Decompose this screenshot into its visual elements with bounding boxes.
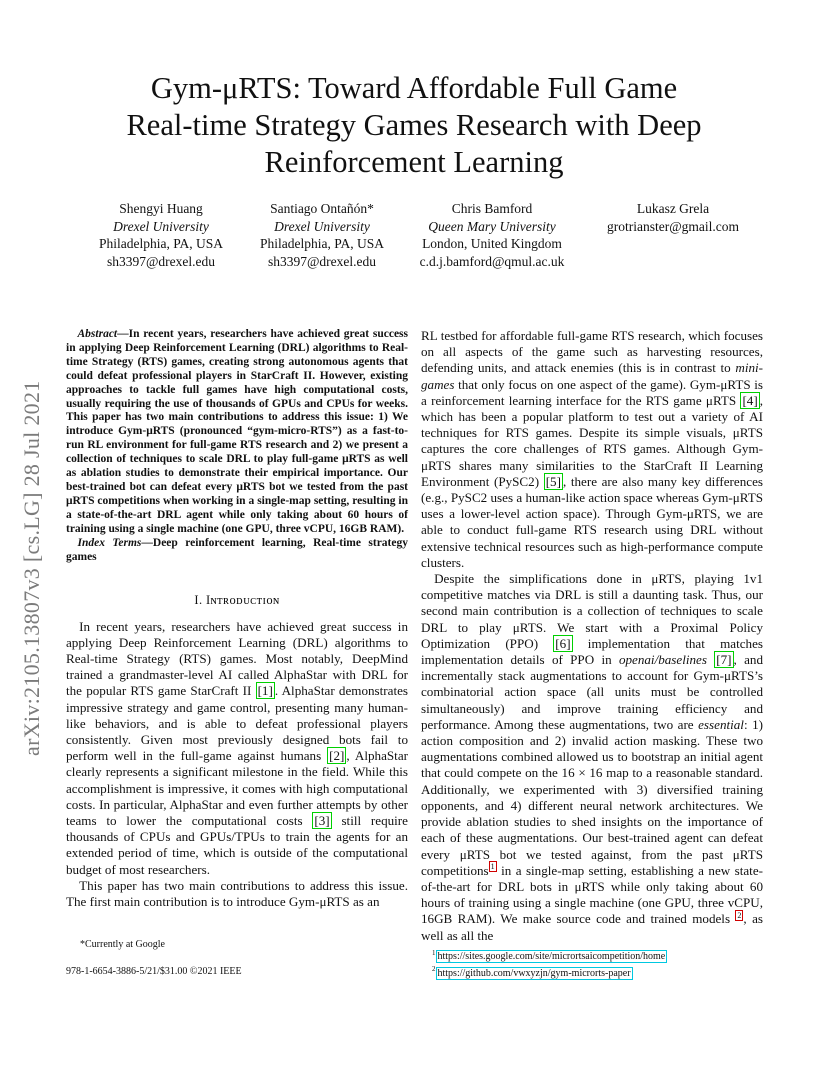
author-block xyxy=(249,200,395,270)
footnote-link[interactable]: 2 xyxy=(737,910,742,920)
footnote-mark: 1 xyxy=(432,949,436,957)
abstract-lead: Abstract xyxy=(77,328,118,340)
citation-link[interactable]: [7] xyxy=(716,652,732,668)
author-email: grotrianster@gmail.com xyxy=(606,218,740,234)
citation-link[interactable]: [2] xyxy=(329,748,345,764)
footnote xyxy=(432,947,762,963)
citation-link[interactable]: [6] xyxy=(555,635,571,651)
text-run: , which has been a popular platform to test out a variety of AI techniques for RTS games. Despite its simple visuals, μRTS captures the core challenges of RTS games. Although Gym-μRTS shares many similarities to the StarCraft II Learning Environment (PySC2) xyxy=(421,392,763,489)
section-heading: I. Iɴᴛʀᴏᴅᴜᴄᴛɪᴏɴ xyxy=(194,593,280,608)
text-run: implementation that matches implementation details of PPO in xyxy=(421,635,763,668)
emphasis: essential xyxy=(698,716,744,732)
footnote xyxy=(432,963,762,979)
author-location: Philadelphia, PA, USA xyxy=(98,236,223,251)
footnote-mark: 2 xyxy=(432,965,436,974)
title-line: Reinforcement Learning xyxy=(264,145,564,179)
emphasis: openai/baselines xyxy=(618,652,707,668)
citation-link[interactable]: [5] xyxy=(545,473,561,489)
intro-paragraph xyxy=(66,619,408,878)
author-name: Shengyi Huang xyxy=(119,201,203,216)
text-run: RL testbed for affordable full-game RTS research, which focuses on all aspects of the game such as harvesting resources, defending units, and attack enemies (this is in contrast to xyxy=(421,328,763,376)
intro-paragraph: This paper has two main contributions to address this issue. The first main contribution is to introduce Gym-μRTS as an xyxy=(66,877,408,910)
index-terms-text: —Deep reinforcement learning, Real-time strategy games xyxy=(66,536,408,563)
emphasis: mini-games xyxy=(421,360,763,392)
text-run: : 1) action composition and 2) invalid action masking. These two augmentations combined allowed us to bootstrap an initial agent that could compete on the 16 × 16 map to a reasonable standard. Additionally, we experimented with 3) diversified training opponents, and 4) different neural network architectures. We provide ablation studies to shed insights on the importance of each of these augmentations. Our best-trained agent can defeat every μRTS bot we tested against, from the past μRTS competitions xyxy=(421,716,763,878)
body-paragraph xyxy=(421,328,763,571)
author-name: Chris Bamford xyxy=(451,201,533,216)
author-footnote: *Currently at Google xyxy=(80,939,165,950)
index-terms-lead: Index Terms xyxy=(77,536,142,549)
right-column xyxy=(421,328,763,944)
text-run: , there are also many key differences (e.g., PySC2 uses a human-like action space whereas Gym-μRTS uses a lower-level action space). Through Gym-μRTS, we are able to conduct full-game RTS research using DRL without extensive technical resources such as high-performance compute clusters. xyxy=(421,473,763,570)
citation-link[interactable]: [3] xyxy=(314,813,330,829)
author-block xyxy=(412,200,572,270)
footer-left xyxy=(66,938,408,978)
text-run: Despite the simplifications done in μRTS, playing 1v1 competitive matches via DRL is still a daunting task. Thus, our second main contribution is a collection of techniques to scale DRL to play μRTS. We start with a Proximal Policy Optimization (PPO) xyxy=(421,571,763,651)
author-location: London, United Kingdom xyxy=(422,236,562,251)
paper-title xyxy=(60,70,768,181)
author-block xyxy=(88,200,234,270)
text-run: in a single-map setting, establishing a new state-of-the-art for DRL bots in μRTS while only taking about 60 hours of training using a single machine (one GPU, three vCPU, 16GB RAM). We make source code and trained models xyxy=(421,862,763,927)
text-run: still require thousands of CPUs and GPUs/TPUs to train the agents for an extended period of time, which is outside of the computational budget of most researchers. xyxy=(66,813,408,877)
footnote-url-link[interactable]: https://github.com/vwxyzjn/gym-microrts-paper xyxy=(437,967,631,979)
author-email: c.d.j.bamford@qmul.ac.uk xyxy=(419,253,565,269)
body-paragraph xyxy=(421,571,763,944)
footnotes xyxy=(432,946,762,980)
abstract-text: —In recent years, researchers have achieved great success in applying Deep Reinforcement Learning (DRL) algorithms to Real-time Strategy (RTS) games, creating strong autonomous agents that could defeat professional players in StarCraft II. However, existing approaches to tackle full games have high computational costs, usually requiring the use of thousands of GPUs and CPUs for weeks. This paper has two main contributions to address this issue: 1) We introduce Gym-μRTS (pronounced “gym-micro-RTS”) as a fast-to-run RL environment for full-game RTS research and 2) we present a collection of techniques to scale DRL to play full-game μRTS as well as ablation studies to demonstrate their empirical importance. Our best-trained bot can defeat every μRTS bot we tested from the past μRTS competitions when working in a single-map setting, resulting in a state-of-the-art DRL agent while only taking about 60 hours of training using a single machine (one GPU, three vCPU, 16GB RAM). xyxy=(66,328,408,535)
author-name: Lukasz Grela xyxy=(636,201,710,216)
author-email: sh3397@drexel.edu xyxy=(106,253,216,269)
title-line: Real-time Strategy Games Research with Deep xyxy=(126,108,702,142)
author-affiliation: Drexel University xyxy=(274,218,370,234)
footnote-url-link[interactable]: https://sites.google.com/site/micrortsaicompetition/home xyxy=(437,951,666,963)
text-run: . AlphaStar demonstrates impressive strategy and game control, presenting many human-like behaviors, and is able to defeat professional players consistently. Given most previously designed bots fail to perform well in the full-game against humans xyxy=(66,683,408,764)
abstract xyxy=(66,328,408,537)
arxiv-stamp: arXiv:2105.13807v3 [cs.LG] 28 Jul 2021 xyxy=(19,380,44,756)
author-email: sh3397@drexel.edu xyxy=(267,253,377,269)
text-run: , as well as all the xyxy=(421,911,763,943)
text-run: In recent years, researchers have achieved great success in applying Deep Reinforcement Learning (DRL) algorithms to Real-time Strategy (RTS) games. Most notably, DeepMind trained a grandmaster-level AI called AlphaStar with DRL for the popular RTS game StarCraft II xyxy=(66,618,408,699)
title-line: Gym-μRTS: Toward Affordable Full Game xyxy=(150,71,678,105)
index-terms xyxy=(66,537,408,565)
author-block xyxy=(588,200,758,235)
text-run: that only focus on one aspect of the game). Gym-μRTS is a reinforcement learning interface for the RTS game μRTS xyxy=(421,376,763,408)
author-affiliation: Drexel University xyxy=(113,218,209,234)
author-name: Santiago Ontañón* xyxy=(270,201,374,216)
text-run: , AlphaStar clearly represents a significant milestone in the field. While this accomplishment is impressive, it comes with high computational costs. In particular, AlphaStar and even further attempts by other teams to lower the computational costs xyxy=(66,748,408,829)
text-run: , and incrementally stack augmentations to account for Gym-μRTS’s combinatorial action space (all units must be controlled simultaneously) and improve training efficiency and performance. Among these augmentations, two are xyxy=(421,652,764,732)
left-column xyxy=(66,328,408,910)
copyright-notice: 978-1-6654-3886-5/21/$31.00 ©2021 IEEE xyxy=(66,966,242,977)
author-location: Philadelphia, PA, USA xyxy=(259,236,384,251)
citation-link[interactable]: [1] xyxy=(257,683,273,699)
citation-link[interactable]: [4] xyxy=(742,392,758,408)
author-affiliation: Queen Mary University xyxy=(428,218,556,234)
footnote-link[interactable]: 1 xyxy=(490,862,495,872)
